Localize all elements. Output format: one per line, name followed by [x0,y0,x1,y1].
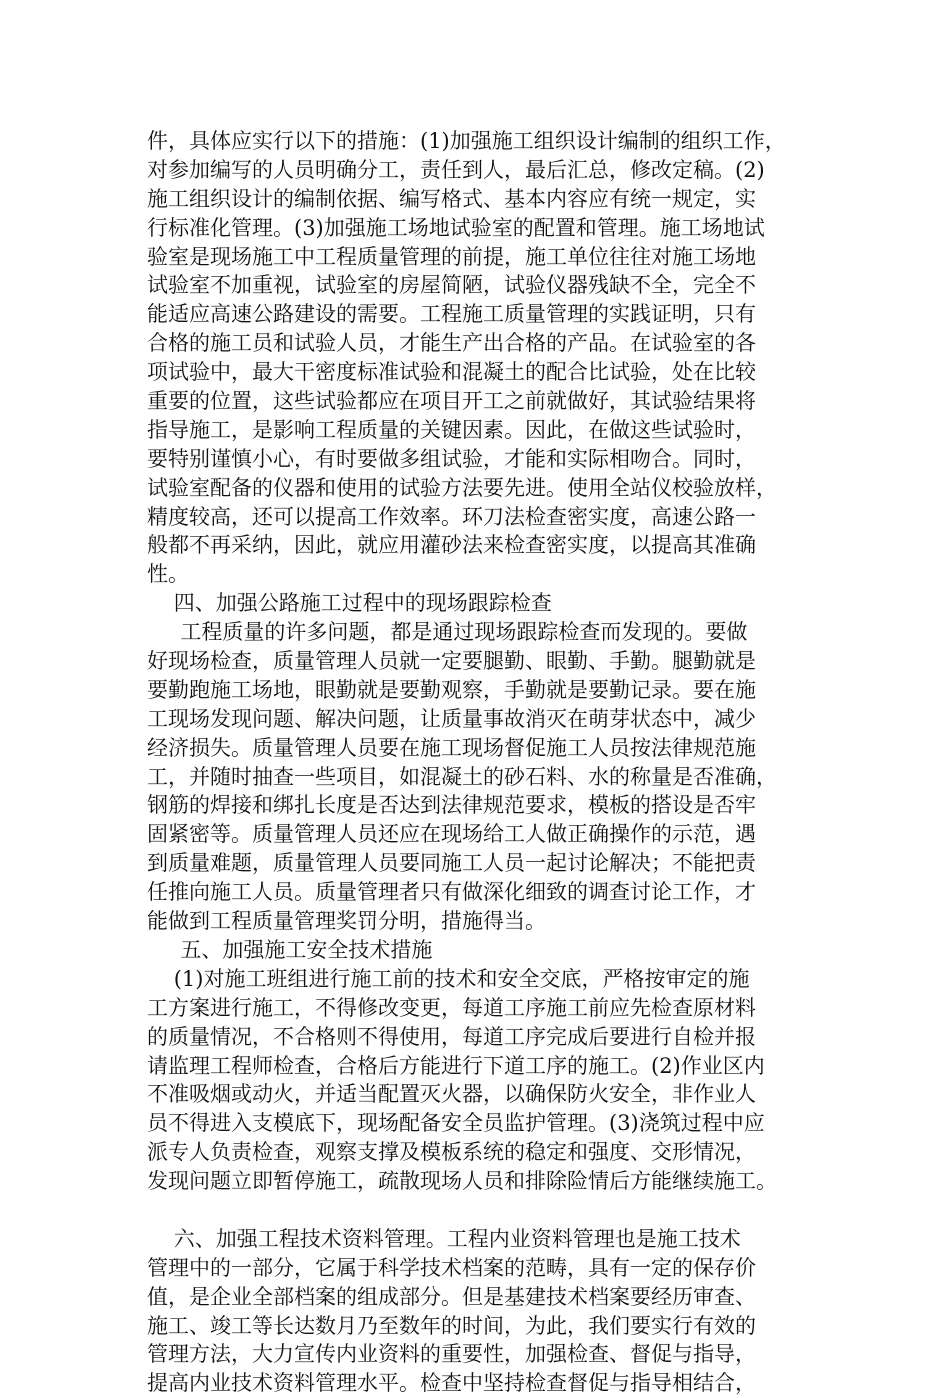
blank-line [147,1196,807,1225]
text-line: 性。 [147,562,189,587]
text-line: 精度较高，还可以提高工作效率。环刀法检查密实度，高速公路一 [147,504,756,529]
text-line: 试验室配备的仪器和使用的试验方法要先进。使用全站仪校验放样， [147,475,777,500]
text-line: 派专人负责检查，观察支撑及模板系统的稳定和强度、交形情况， [147,1140,756,1165]
text-line: 验室是现场施工中工程质量管理的前提，施工单位往往对施工场地 [147,244,756,269]
text-line: 行标准化管理。(3)加强施工场地试验室的配置和管理。施工场地试 [147,215,765,240]
text-line: 经济损失。质量管理人员要在施工现场督促施工人员按法律规范施 [147,735,756,760]
text-line: 不准吸烟或动火，并适当配置灭火器，以确保防火安全，非作业人 [147,1082,756,1107]
text-line: 施工、竣工等长达数月乃至数年的时间，为此，我们要实行有效的 [147,1313,756,1338]
text-line: 钢筋的焊接和绑扎长度是否达到法律规范要求，模板的搭设是否牢 [147,793,756,818]
text-line: 能做到工程质量管理奖罚分明，措施得当。 [147,909,546,934]
text-line: 请监理工程师检查，合格后方能进行下道工序的施工。(2)作业区内 [147,1053,765,1078]
text-line: 工现场发现问题、解决问题，让质量事故消灭在萌芽状态中，减少 [147,706,756,731]
text-line: (1)对施工班组进行施工前的技术和安全交底，严格按审定的施 [147,966,750,991]
text-line: 好现场检查，质量管理人员就一定要腿勤、眼勤、手勤。腿勤就是 [147,649,756,674]
text-line: 管理方法，大力宣传内业资料的重要性，加强检查、督促与指导， [147,1342,756,1367]
text-line: 要特别谨慎小心，有时要做多组试验，才能和实际相吻合。同时， [147,446,756,471]
text-line: 施工组织设计的编制依据、编写格式、基本内容应有统一规定，实 [147,186,756,211]
text-line: 五、加强施工安全技术措施 [147,937,433,962]
text-line: 提高内业技术资料管理水平。检查中坚持检查督促与指导相结合， [147,1371,756,1396]
text-line: 试验室不加重视，试验室的房屋简陋，试验仪器残缺不全，完全不 [147,273,756,298]
text-line: 般都不再采纳，因此，就应用灌砂法来检查密实度，以提高其准确 [147,533,756,558]
text-line: 的质量情况，不合格则不得使用，每道工序完成后要进行自检并报 [147,1024,756,1049]
text-line: 四、加强公路施工过程中的现场跟踪检查 [147,591,552,616]
text-line: 六、加强工程技术资料管理。工程内业资料管理也是施工技术 [147,1226,741,1251]
text-line: 固紧密等。质量管理人员还应在现场给工人做正确操作的示范，遇 [147,822,756,847]
text-line: 员不得进入支模底下，现场配备安全员监护管理。(3)浇筑过程中应 [147,1111,765,1136]
text-line: 合格的施工员和试验人员，才能生产出合格的产品。在试验室的各 [147,331,756,356]
text-line: 工，并随时抽查一些项目，如混凝土的砂石料、水的称量是否准确， [147,764,777,789]
text-line: 项试验中，最大干密度标准试验和混凝土的配合比试验，处在比较 [147,360,756,385]
text-line: 件，具体应实行以下的措施：(1)加强施工组织设计编制的组织工作， [147,129,786,153]
text-line: 重要的位置，这些试验都应在项目开工之前就做好，其试验结果将 [147,389,756,414]
body-text [147,127,807,1398]
text-line: 值，是企业全部档案的组成部分。但是基建技术档案要经历审查、 [147,1284,756,1309]
text-line: 指导施工，是影响工程质量的关键因素。因此，在做这些试验时， [147,417,756,442]
text-line: 发现问题立即暂停施工，疏散现场人员和排除险情后方能继续施工。 [147,1169,777,1194]
text-line: 管理中的一部分，它属于科学技术档案的范畴，具有一定的保存价 [147,1255,756,1280]
text-line: 工程质量的许多问题，都是通过现场跟踪检查而发现的。要做 [147,620,748,645]
text-line: 对参加编写的人员明确分工，责任到人，最后汇总，修改定稿。(2) [147,157,765,182]
text-line: 任推向施工人员。质量管理者只有做深化细致的调查讨论工作，才 [147,880,756,905]
text-line: 工方案进行施工，不得修改变更，每道工序施工前应先检查原材料 [147,995,756,1020]
text-line: 能适应高速公路建设的需要。工程施工质量管理的实践证明，只有 [147,302,756,327]
text-line: 要勤跑施工场地，眼勤就是要勤观察，手勤就是要勤记录。要在施 [147,677,756,702]
text-line: 到质量难题，质量管理人员要同施工人员一起讨论解决；不能把责 [147,851,756,876]
